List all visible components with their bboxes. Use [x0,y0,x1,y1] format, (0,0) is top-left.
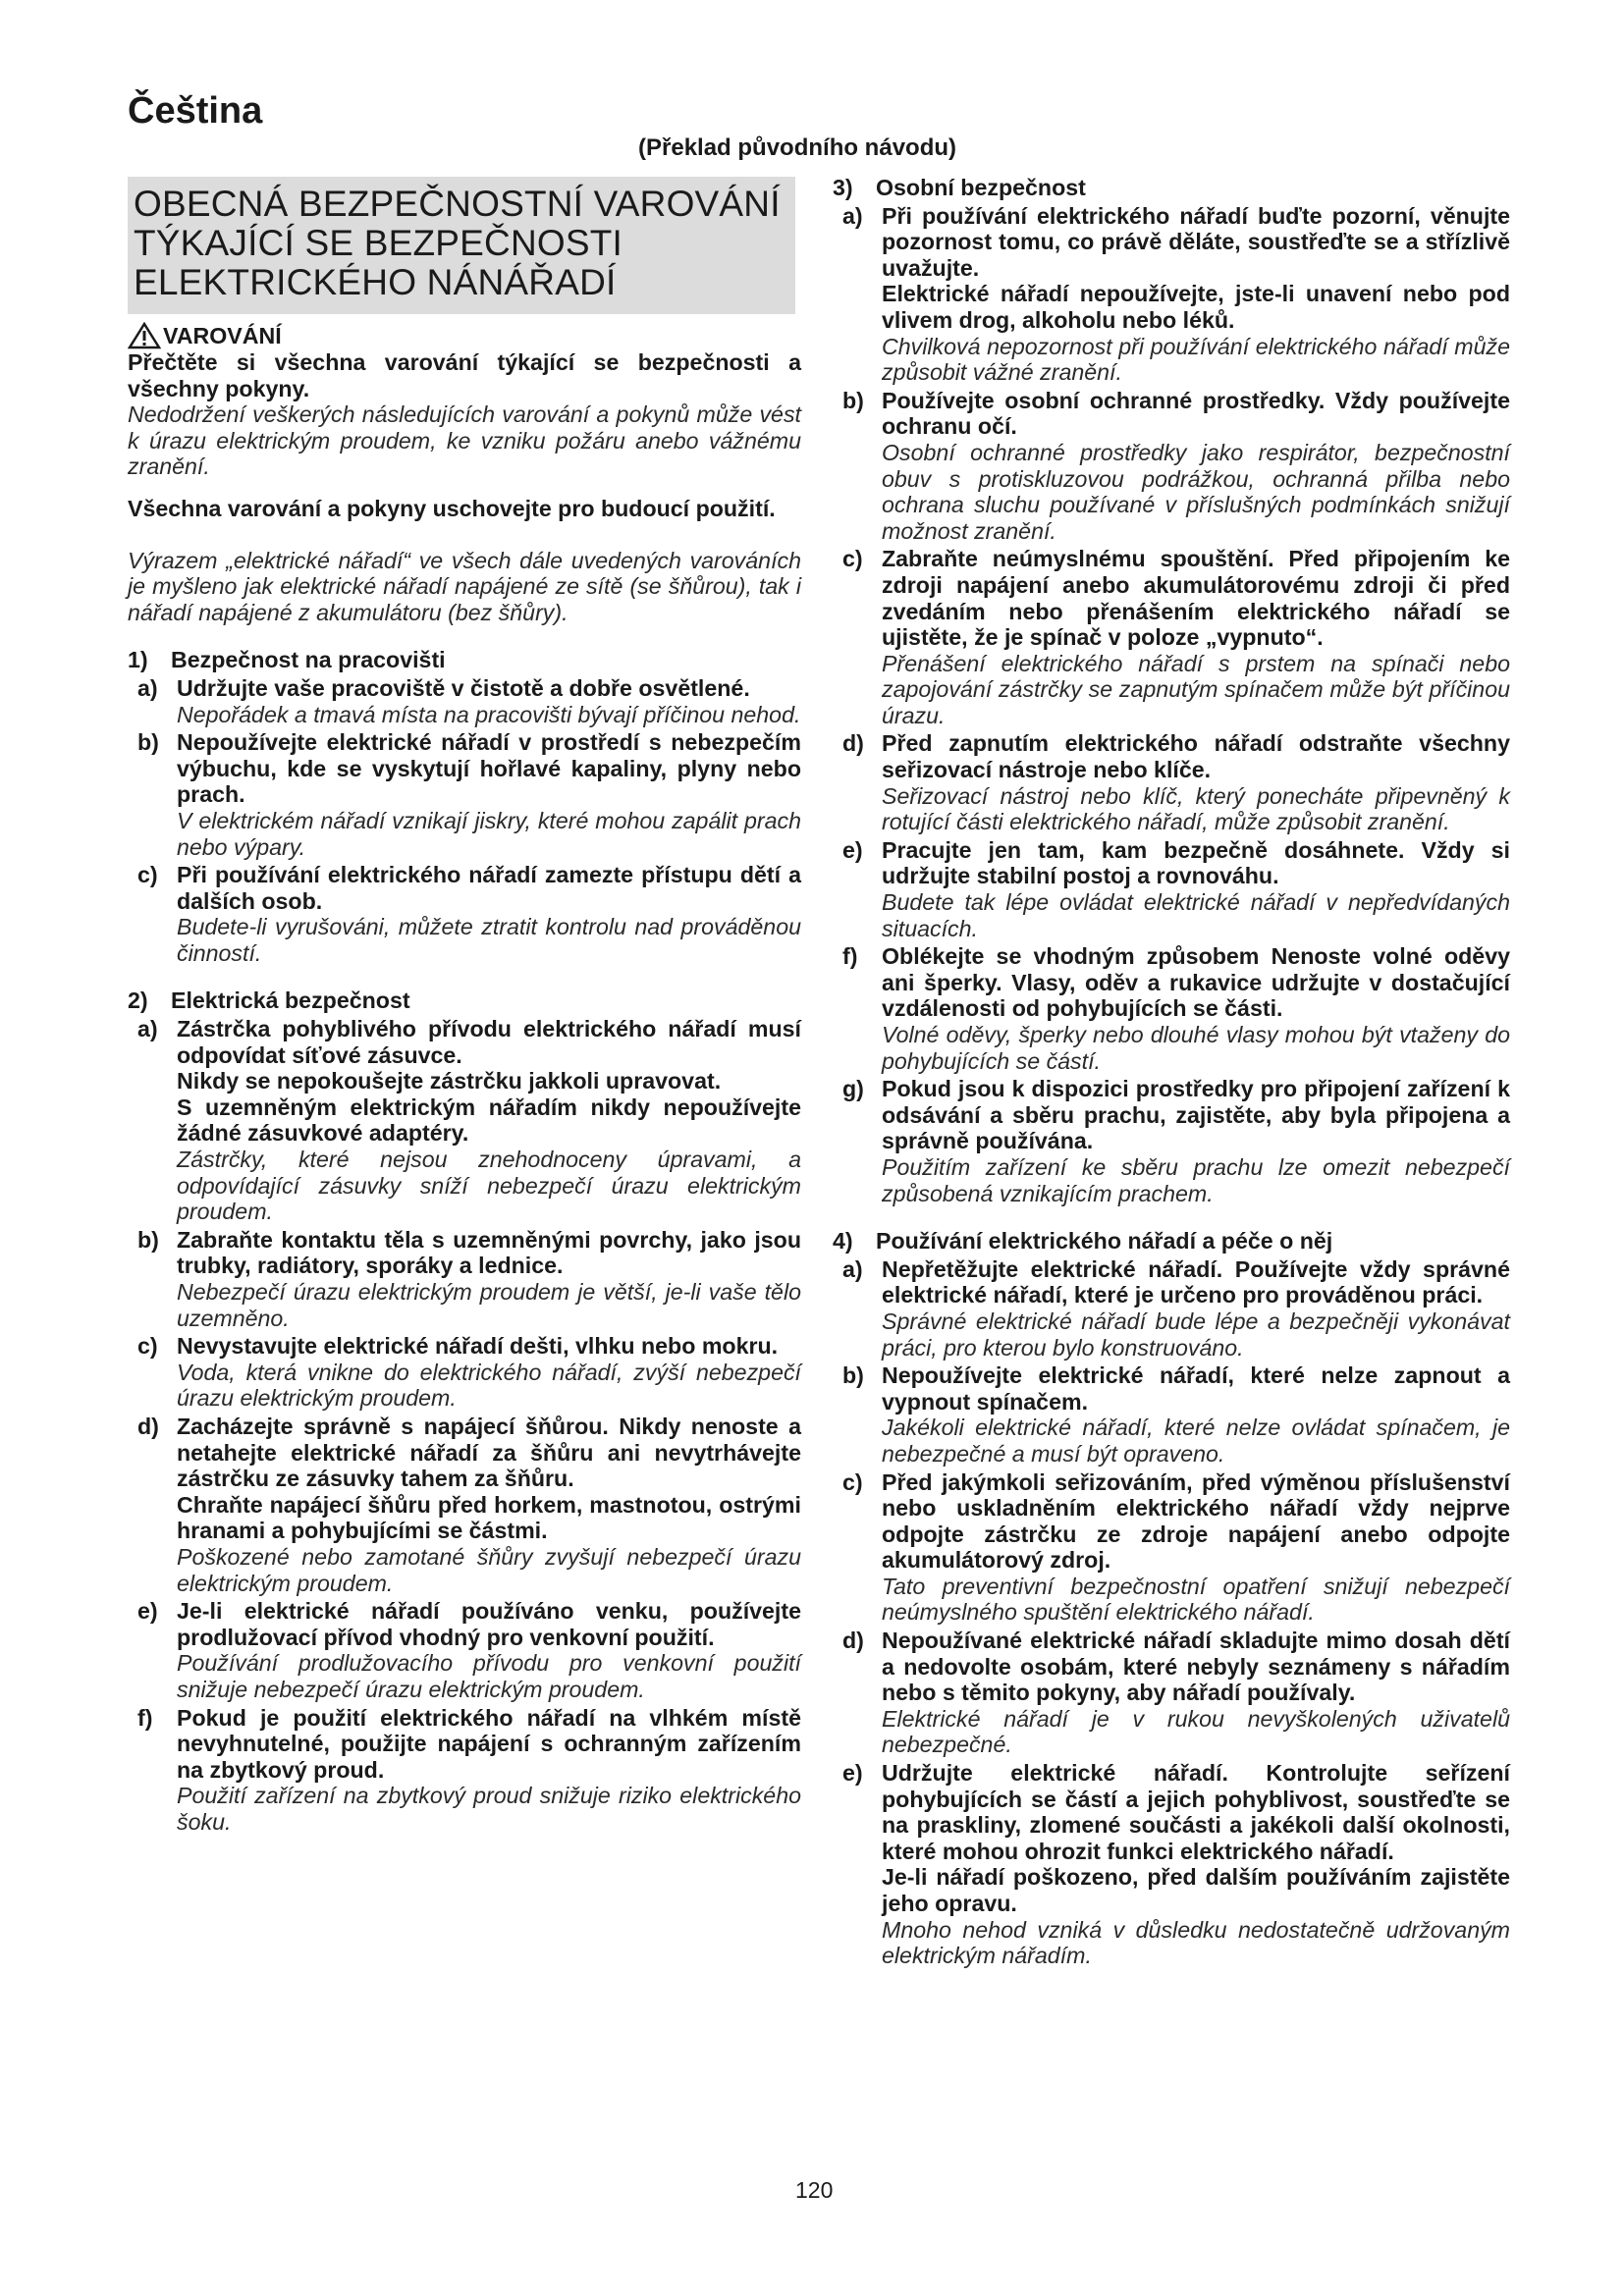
list-item: b) Používejte osobní ochranné prostředky. Vždy používejte ochranu očí. Osobní ochranné prostředky jako respirátor, bezpečnostní obuv s protiskluzovou podrážkou, ochranná přilba nebo ochrana sluchu používané v příslušných podmínkách snižují možnost zranění. [842,387,1510,544]
section-title: Osobní bezpečnost [876,175,1086,200]
list-item: e) Je-li elektrické nářadí používáno venku, používejte prodlužovací přívod vhodný pro venkovní použití. Používání prodlužovacího přívodu pro venkovní použití snižuje nebezpečí úrazu elektrickým proudem. [137,1598,801,1702]
left-column [128,177,801,1835]
list-item: f) Oblékejte se vhodným způsobem Nenoste volné oděvy ani šperky. Vlasy, oděv a rukavice udržujte v dostačující vzdálenosti od pohybujících se části. Volné oděvy, šperky nebo dlouhé vlasy mohou být vtaženy do pohybujících se částí. [842,943,1510,1074]
box-title-line-1: OBECNÁ BEZPEČNOSTNÍ VAROVÁNÍ [134,184,781,224]
list-item: d) Před zapnutím elektrického nářadí odstraňte všechny seřizovací nástroje nebo klíče. Seřizovací nástroj nebo klíč, který ponecháte připevněný k rotující části elektrického nářadí, může způsobit zranění. [842,730,1510,835]
section-2-heading [128,988,801,1014]
list-item: b) Zabraňte kontaktu těla s uzemněnými povrchy, jako jsou trubky, radiátory, sporáky a lednice. Nebezpečí úrazu elektrickým proudem je větší, je-li vaše tělo uzemněno. [137,1226,801,1331]
section-number: 4) [833,1228,853,1255]
section-1-heading [128,647,801,673]
list-item: d) Nepoužívané elektrické nářadí skladujte mimo dosah dětí a nedovolte osobám, které nebyly seznámeny s nářadím nebo s těmito pokyny, aby nářadí používaly. Elektrické nářadí je v rukou nevyškolených uživatelů nebezpečné. [842,1628,1510,1758]
warning-label: VAROVÁNÍ [163,322,282,348]
section-title: Používání elektrického nářadí a péče o něj [876,1228,1333,1255]
list-item: c) Nevystavujte elektrické nářadí dešti, vlhku nebo mokru. Voda, která vnikne do elektrického nářadí, zvýší nebezpečí úrazu elektrickým proudem. [137,1333,801,1412]
list-item: b) Nepoužívejte elektrické nářadí v prostředí s nebezpečím výbuchu, kde se vyskytují hořlavé kapaliny, plyny nebo prach. V elektrickém nářadí vznikají jiskry, které mohou zapálit prach nebo výpary. [137,729,801,860]
list-item: a) Zástrčka pohyblivého přívodu elektrického nářadí musí odpovídat síťové zásuvce. Nikdy se nepokoušejte zástrčku jakkoli upravovat. S uzemněným elektrickým nářadím nikdy nepoužívejte žádné zásuvkové adaptéry. Zástrčky, které nejsou znehodnoceny úpravami, a odpovídající zásuvky sníží nebezpečí úrazu elektrickým proudem. [137,1016,801,1225]
translation-subtitle: (Překlad původního návodu) [638,134,957,161]
list-item: c) Při používání elektrického nářadí zamezte přístupu dětí a dalších osob. Budete-li vyrušováni, můžete ztratit kontrolu nad prováděnou činností. [137,862,801,966]
box-title-line-2: TÝKAJÍCÍ SE BEZPEČNOSTI [134,223,623,263]
warning-heading [128,322,801,349]
list-item: e) Pracujte jen tam, kam bezpečně dosáhnete. Vždy si udržujte stabilní postoj a rovnováhu. Budete tak lépe ovládat elektrické nářadí v nepředvídaných situacích. [842,836,1510,941]
page-number: 120 [795,2177,834,2203]
section-title-box [128,177,795,314]
intro-read-all: Přečtěte si všechna varování týkající se bezpečnosti a všechny pokyny. [128,349,801,401]
right-column [833,175,1510,1969]
section-number: 1) [128,647,148,673]
list-item: a) Nepřetěžujte elektrické nářadí. Používejte vždy správné elektrické nářadí, které je určeno pro prováděnou práci. Správné elektrické nářadí bude lépe a bezpečněji vykonávat práci, pro kterou bylo konstruováno. [842,1255,1510,1361]
list-item: d) Zacházejte správně s napájecí šňůrou. Nikdy nenoste a netahejte elektrické nářadí za šňůru ani nevytrhávejte zástrčku ze zásuvky tahem za šňůru. Chraňte napájecí šňůru před horkem, mastnotou, ostrými hranami a pohybujícími se částmi. Poškozené nebo zamotané šňůry zvyšují nebezpečí úrazu elektrickým proudem. [137,1413,801,1596]
intro-keep-instructions: Všechna varování a pokyny uschovejte pro budoucí použití. [128,495,776,521]
list-item: e) Udržujte elektrické nářadí. Kontrolujte seřízení pohybujících se částí a jejich pohyblivost, soustřeďte se na praskliny, zlomené součásti a jakékoli další okolnosti, které mohou ohrozit funkci elektrického nářadí. Je-li nářadí poškozeno, před dalším používáním zajistěte jeho opravu. Mnoho nehod vzniká v důsledku nedostatečně udržovaným elektrickým nářadím. [842,1760,1510,1969]
intro-definition: Výrazem „elektrické nářadí“ ve všech dále uvedených varováních je myšleno jak elektrické nářadí napájené ze sítě (se šňůrou), tak i nářadí napájené z akumulátoru (bez šňůry). [128,547,801,625]
list-item: f) Pokud je použití elektrického nářadí na vlhkém místě nevyhnutelné, použijte napájení s ochranným zařízením na zbytkový proud. Použití zařízení na zbytkový proud snižuje riziko elektrického šoku. [137,1704,801,1835]
section-number: 3) [833,175,853,200]
list-item: c) Zabraňte neúmyslnému spouštění. Před připojením ke zdroji napájení anebo akumulátorovému zdroji či před zvedáním nebo přenášením elektrického nářadí se ujistěte, že je spínač v poloze „vypnuto“. Přenášení elektrického nářadí s prstem na spínači nebo zapojování zástrčky se zapnutým spínačem může být příčinou úrazu. [842,546,1510,728]
list-item: b) Nepoužívejte elektrické nářadí, které nelze zapnout a vypnout spínačem. Jakékoli elektrické nářadí, které nelze ovládat spínačem, je nebezpečné a musí být opraveno. [842,1362,1510,1467]
list-item: a) Udržujte vaše pracoviště v čistotě a dobře osvětlené. Nepořádek a tmavá místa na pracovišti bývají příčinou nehod. [137,674,801,727]
list-item: a) Při používání elektrického nářadí buďte pozorní, věnujte pozornost tomu, co právě děláte, soustřeďte se a střízlivě uvažujte. Elektrické nářadí nepoužívejte, jste-li unavení nebo pod vlivem drog, alkoholu nebo léků. Chvilková nepozornost při používání elektrického nářadí může způsobit vážné zranění. [842,202,1510,386]
section-number: 2) [128,988,148,1014]
box-title-line-3: ELEKTRICKÉHO NÁNÁŘADÍ [134,262,617,302]
section-title: Elektrická bezpečnost [171,988,410,1014]
warning-triangle-icon [128,322,161,349]
section-title: Bezpečnost na pracovišti [171,647,446,673]
language-heading: Čeština [128,90,263,132]
section-4-heading [833,1228,1510,1255]
section-3-heading [833,175,1510,201]
list-item: c) Před jakýmkoli seřizováním, před výměnou příslušenství nebo uskladněním elektrického nářadí vždy nejprve odpojte zástrčku ze zdroje napájení anebo odpojte akumulátorový zdroj. Tato preventivní bezpečnostní opatření snižují nebezpečí neúmyslného spuštění elektrického nářadí. [842,1468,1510,1626]
list-item: g) Pokud jsou k dispozici prostředky pro připojení zařízení k odsávání a sběru prachu, zajistěte, aby byla připojena a správně používána. Použitím zařízení ke sběru prachu lze omezit nebezpečí způsobená vznikajícím prachem. [842,1076,1510,1206]
intro-consequences: Nedodržení veškerých následujících varování a pokynů může vést k úrazu elektrickým proudem, ke vzniku požáru anebo vážnému zranění. [128,401,801,480]
